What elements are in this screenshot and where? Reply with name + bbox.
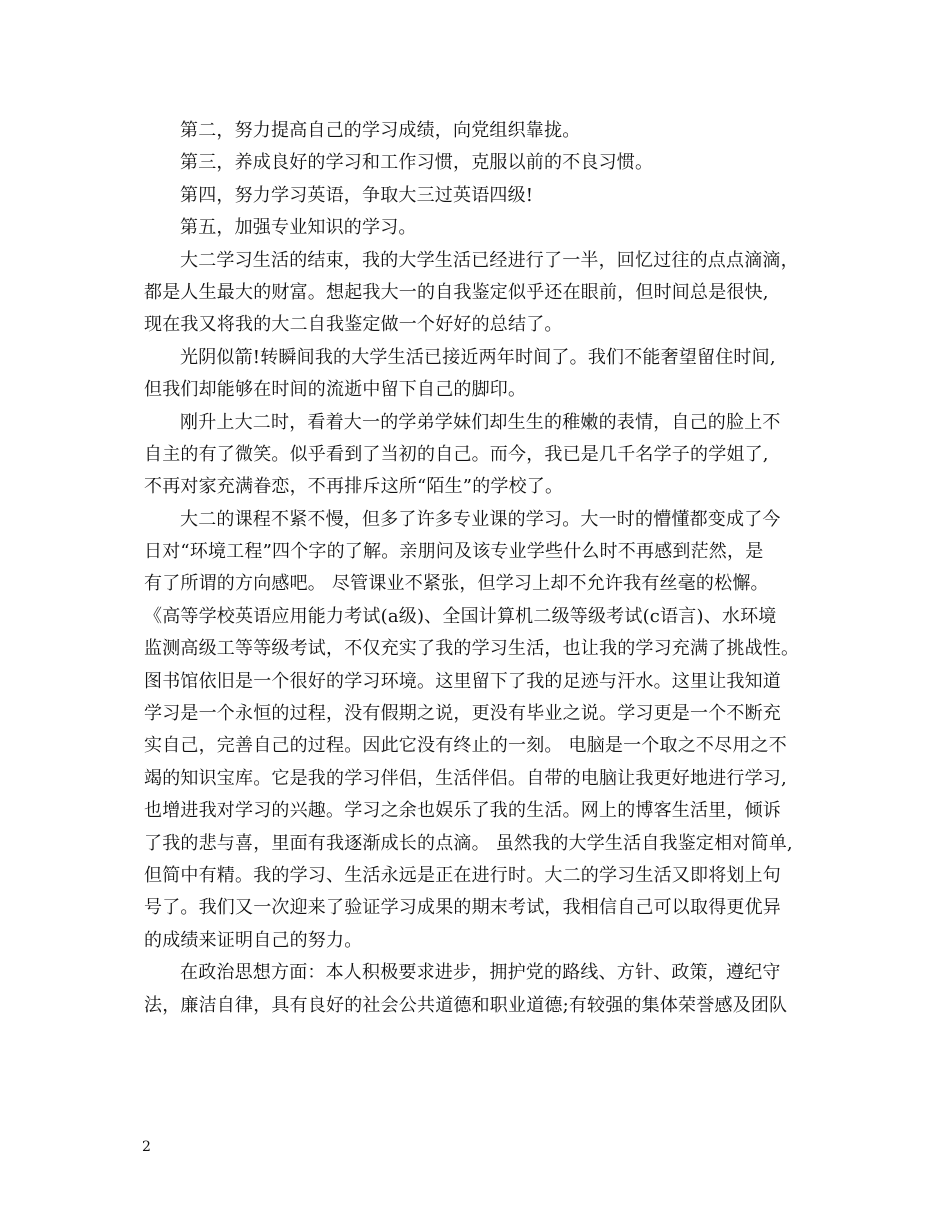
text-line: 图书馆依旧是一个很好的学习环境。这里留下了我的足迹与汗水。这里让我知道 <box>144 670 781 692</box>
text-line: 学习是一个永恒的过程，没有假期之说，更没有毕业之说。学习更是一个不断充 <box>144 703 781 725</box>
text-line: 竭的知识宝库。它是我的学习伴侣，生活伴侣。自带的电脑让我更好地进行学习, <box>144 767 787 789</box>
text-line: 号了。我们又一次迎来了验证学习成果的期末考试，我相信自己可以取得更优异 <box>144 897 781 919</box>
text-line: 第二，努力提高自己的学习成绩，向党组织靠拢。 <box>180 120 581 141</box>
text-line: 了我的悲与喜，里面有我逐渐成长的点滴。 虽然我的大学生活自我鉴定相对简单, <box>144 832 793 854</box>
text-line: 也增进我对学习的兴趣。学习之余也娱乐了我的生活。网上的博客生活里，倾诉 <box>144 800 781 822</box>
page-number: 2 <box>142 1139 151 1155</box>
text-line: 大二的课程不紧不慢，但多了许多专业课的学习。大一时的懵懂都变成了今 <box>180 508 781 530</box>
text-line: 大二学习生活的结束，我的大学生活已经进行了一半，回忆过往的点点滴滴， <box>180 249 799 271</box>
document-body <box>144 115 834 1022</box>
text-line: 日对“环境工程”四个字的了解。亲朋问及该专业学些什么时不再感到茫然，是 <box>144 541 764 563</box>
text-line: 第五，加强专业知识的学习。 <box>180 217 417 239</box>
text-line: 但简中有精。我的学习、生活永远是正在进行时。大二的学习生活又即将划上句 <box>144 864 781 886</box>
text-line: 光阴似箭!转瞬间我的大学生活已接近两年时间了。我们不能奢望留住时间, <box>180 346 776 368</box>
text-line: 都是人生最大的财富。想起我大一的自我鉴定似乎还在眼前，但时间总是很快, <box>144 281 769 303</box>
text-line: 第四，努力学习英语，争取大三过英语四级! <box>180 184 534 206</box>
text-line: 刚升上大二时，看着大一的学弟学妹们却生生的稚嫩的表情，自己的脸上不 <box>180 411 781 433</box>
text-line: 自主的有了微笑。似乎看到了当初的自己。而今，我已是几千名学子的学姐了, <box>144 443 769 465</box>
text-line: 现在我又将我的大二自我鉴定做一个好好的总结了。 <box>144 314 563 336</box>
text-line: 监测高级工等等级考试，不仅充实了我的学习生活，也让我的学习充满了挑战性。 <box>144 638 800 660</box>
text-line: 实自己，完善自己的过程。因此它没有终止的一刻。 电脑是一个取之不尽用之不 <box>144 735 787 757</box>
text-line: 在政治思想方面：本人积极要求进步，拥护党的路线、方针、政策，遵纪守 <box>180 962 781 984</box>
text-line: 的成绩来证明自己的努力。 <box>144 929 363 951</box>
text-line: 第三，养成良好的学习和工作习惯，克服以前的不良习惯。 <box>180 152 654 174</box>
text-line: 《高等学校英语应用能力考试(a级)、全国计算机二级等级考试(c语言)、水环境 <box>144 605 777 627</box>
text-line: 但我们却能够在时间的流逝中留下自己的脚印。 <box>144 379 527 401</box>
text-line: 不再对家充满眷恋，不再排斥这所“陌生”的学校了。 <box>144 476 564 498</box>
text-line: 法，廉洁自律，具有良好的社会公共道德和职业道德;有较强的集体荣誉感及团队 <box>144 994 788 1016</box>
text-line: 有了所谓的方向感吧。 尽管课业不紧张，但学习上却不允许我有丝毫的松懈。 <box>144 573 769 595</box>
